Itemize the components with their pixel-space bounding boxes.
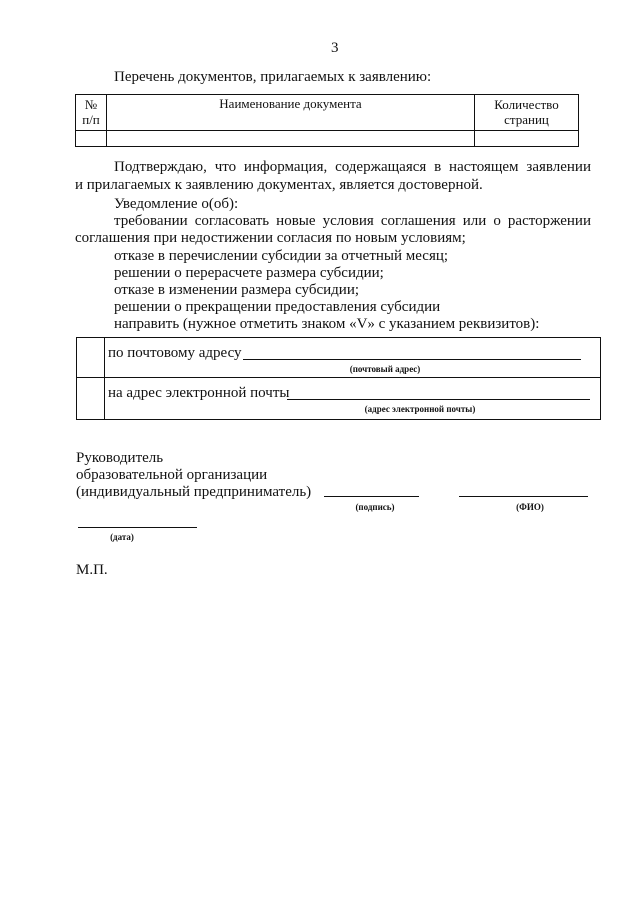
delivery-row-email — [77, 378, 601, 420]
notice-item: решении о прекращении предоставления субсидии — [114, 299, 441, 315]
signature-field[interactable] — [324, 496, 419, 497]
signatory-title-line1: Руководитель — [76, 450, 164, 466]
notice-heading: Уведомление о(об): — [114, 196, 239, 212]
notice-item: отказе в перечислении субсидии за отчетный месяц; — [114, 248, 449, 264]
postal-address-field[interactable] — [243, 359, 581, 360]
table-cell-pages[interactable] — [475, 131, 579, 147]
notice-item: соглашения при недостижении согласия по новым условиям; — [75, 230, 466, 246]
attachments-table — [75, 94, 579, 147]
notice-item: решении о перерасчете размера субсидии; — [114, 265, 384, 281]
table-row — [76, 131, 579, 147]
col-name-header — [107, 95, 475, 131]
notice-item: направить (нужное отметить знаком «V» с указанием реквизитов): — [114, 316, 540, 332]
signature-caption: (подпись) — [355, 502, 395, 512]
postal-caption: (почтовый адрес) — [349, 364, 421, 374]
delivery-options-table — [76, 337, 601, 420]
col-number-header — [76, 95, 107, 131]
postal-checkbox[interactable] — [77, 338, 105, 378]
date-field[interactable] — [78, 527, 197, 528]
confirm-line2: и прилагаемых к заявлению документах, является достоверной. — [75, 177, 483, 193]
table-header-row — [76, 95, 579, 131]
notice-item: отказе в изменении размера субсидии; — [114, 282, 360, 298]
date-caption: (дата) — [110, 532, 134, 542]
confirm-line1: Подтверждаю, что информация, содержащаяся в настоящем заявлении — [114, 159, 591, 175]
email-caption: (адрес электронной почты) — [364, 404, 476, 414]
attachments-heading: Перечень документов, прилагаемых к заявлению: — [114, 69, 432, 85]
signatory-title-line3: (индивидуальный предприниматель) — [76, 484, 312, 500]
email-address-field[interactable] — [287, 399, 590, 400]
postal-label: по почтовому адресу — [108, 345, 242, 361]
postal-address-cell — [105, 338, 601, 378]
col-number-line1: № — [84, 97, 98, 112]
col-pages-line1: Количество — [494, 97, 559, 112]
email-label: на адрес электронной почты — [108, 385, 290, 401]
email-checkbox[interactable] — [77, 378, 105, 420]
col-number-line2: п/п — [82, 112, 100, 127]
page-number: 3 — [331, 40, 339, 56]
delivery-row-postal — [77, 338, 601, 378]
email-address-cell — [105, 378, 601, 420]
table-cell-name[interactable] — [107, 131, 475, 147]
col-pages-header — [475, 95, 579, 131]
col-name-label: Наименование документа — [219, 96, 362, 111]
col-pages-line2: страниц — [504, 112, 549, 127]
stamp-place: М.П. — [76, 562, 108, 578]
fio-field[interactable] — [459, 496, 588, 497]
table-cell-number[interactable] — [76, 131, 107, 147]
fio-caption: (ФИО) — [516, 502, 544, 512]
notice-item: требовании согласовать новые условия соглашения или о расторжении — [114, 213, 591, 229]
signatory-title-line2: образовательной организации — [76, 467, 268, 483]
